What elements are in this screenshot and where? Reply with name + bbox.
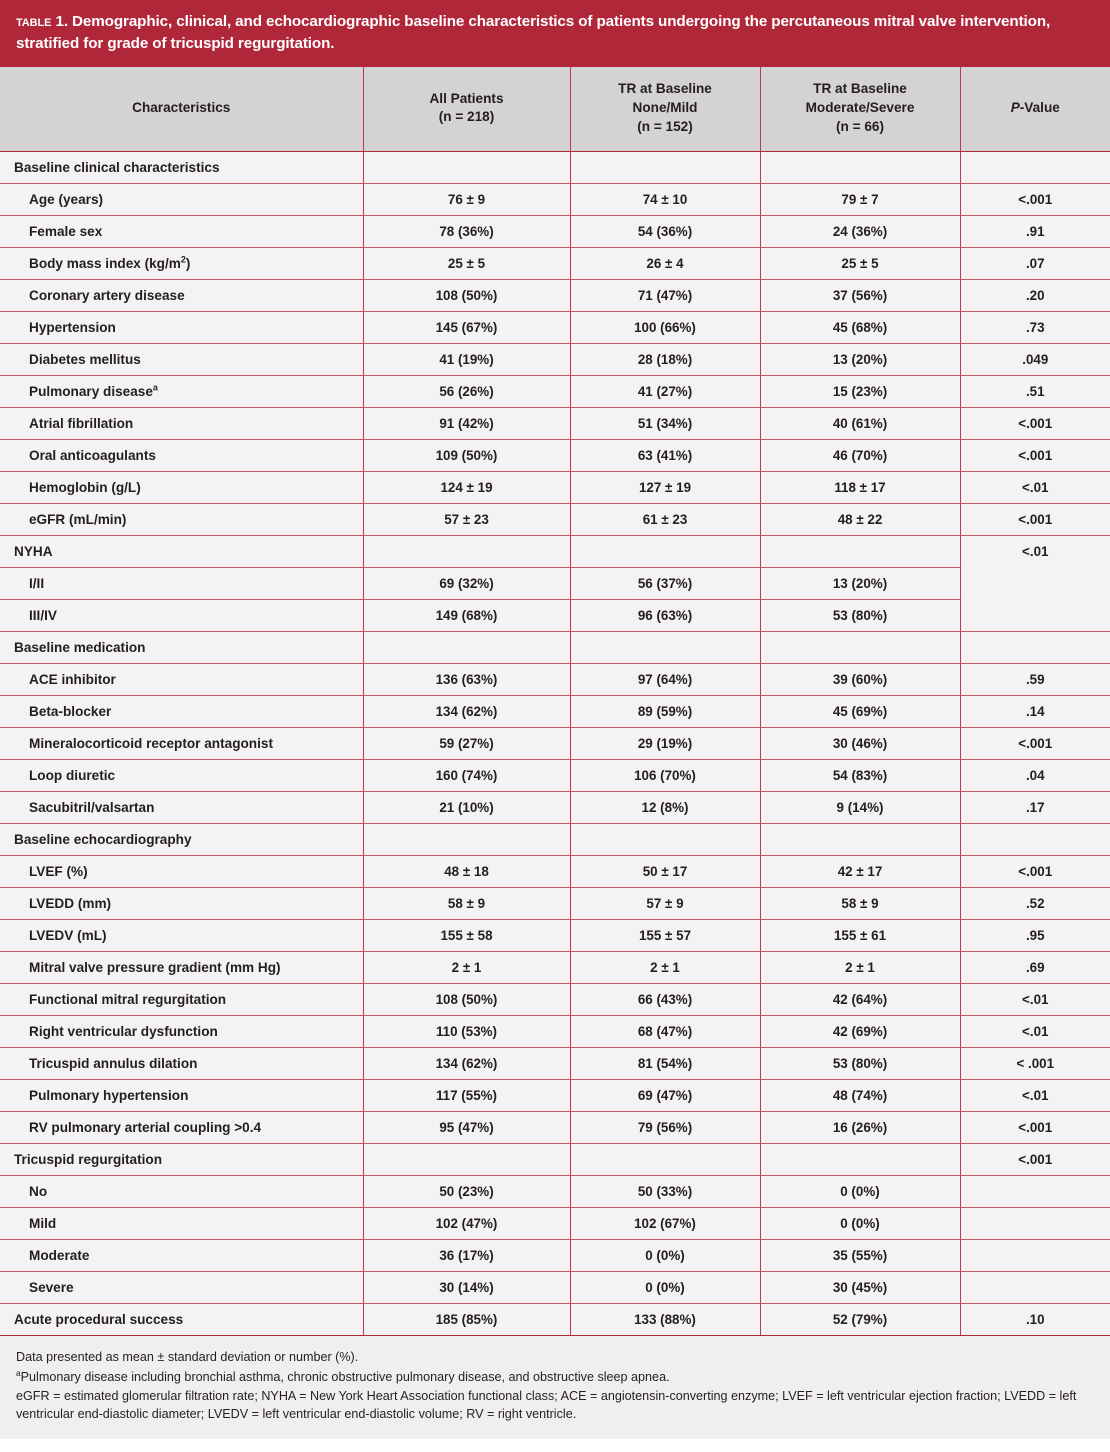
row-label: Body mass index $(kg/m^2)$ [0, 248, 363, 280]
cell-tr-moderate-severe: 24 (36%) [760, 216, 960, 248]
table-row [0, 856, 1110, 888]
cell-tr-moderate-severe: 30 (46%) [760, 728, 960, 760]
row-label: I/II [0, 568, 363, 600]
row-label: Oral anticoagulants [0, 440, 363, 472]
table-row [0, 1112, 1110, 1144]
cell-tr-none-mild: 0 (0%) [570, 1272, 760, 1304]
cell-p-value [960, 1176, 1110, 1208]
table-row [0, 312, 1110, 344]
cell-all-patients: 50 (23%) [363, 1176, 570, 1208]
cell-tr-moderate-severe: 42 (69%) [760, 1016, 960, 1048]
cell-tr-moderate-severe: 35 (55%) [760, 1240, 960, 1272]
cell-tr-none-mild: 127 ± 19 [570, 472, 760, 504]
table-row [0, 920, 1110, 952]
cell-tr-none-mild: 51 (34%) [570, 408, 760, 440]
cell-p-value: .73 [960, 312, 1110, 344]
cell-tr-moderate-severe: 46 (70%) [760, 440, 960, 472]
footnote-pulmonary-disease [16, 1368, 1094, 1386]
cell-tr-none-mild [570, 536, 760, 568]
cell-tr-moderate-severe: 42 (64%) [760, 984, 960, 1016]
table-row [0, 1176, 1110, 1208]
row-label: Sacubitril/valsartan [0, 792, 363, 824]
footnote-marker-a: a [16, 1367, 21, 1378]
cell-p-value [960, 824, 1110, 856]
cell-all-patients: 69 (32%) [363, 568, 570, 600]
cell-tr-none-mild: 50 ± 17 [570, 856, 760, 888]
row-label: Pulmonary disease$^a$ [0, 376, 363, 408]
cell-tr-none-mild [570, 1144, 760, 1176]
table-row [0, 184, 1110, 216]
cell-p-value: .91 [960, 216, 1110, 248]
row-label: Acute procedural success [0, 1304, 363, 1336]
table-row [0, 888, 1110, 920]
cell-p-value: .51 [960, 376, 1110, 408]
table-row [0, 1208, 1110, 1240]
cell-tr-moderate-severe: 58 ± 9 [760, 888, 960, 920]
table-row [0, 1144, 1110, 1176]
column-header-tr-none-mild-line1: TR at Baseline [618, 81, 712, 97]
table-row [0, 248, 1110, 280]
row-label: Atrial fibrillation [0, 408, 363, 440]
cell-all-patients: 58 ± 9 [363, 888, 570, 920]
row-label: Pulmonary hypertension [0, 1080, 363, 1112]
cell-all-patients: 110 (53%) [363, 1016, 570, 1048]
table-title-text: Demographic, clinical, and echocardiographic baseline characteristics of patients undergoing the percutaneous mitral valve intervention, stratified for grade of tricuspid regurgitation. [16, 13, 1051, 52]
cell-tr-moderate-severe: 79 ± 7 [760, 184, 960, 216]
cell-tr-moderate-severe [760, 1144, 960, 1176]
cell-tr-moderate-severe: 30 (45%) [760, 1272, 960, 1304]
cell-all-patients: 95 (47%) [363, 1112, 570, 1144]
p-value-italic-p: P [1010, 99, 1020, 115]
cell-tr-none-mild: 50 (33%) [570, 1176, 760, 1208]
table-row [0, 216, 1110, 248]
cell-all-patients [363, 536, 570, 568]
table-row [0, 568, 1110, 600]
cell-tr-moderate-severe: 52 (79%) [760, 1304, 960, 1336]
cell-tr-none-mild: 41 (27%) [570, 376, 760, 408]
row-label: RV pulmonary arterial coupling >0.4 [0, 1112, 363, 1144]
cell-p-value: <.01 [960, 472, 1110, 504]
cell-all-patients: 41 (19%) [363, 344, 570, 376]
column-header-tr-none-mild-line2: None/Mild [632, 99, 698, 115]
cell-p-value: <.001 [960, 856, 1110, 888]
cell-p-value: <.01 [960, 1080, 1110, 1112]
table-row [0, 152, 1110, 184]
row-label: NYHA [0, 536, 363, 568]
table-title-banner [0, 0, 1110, 67]
table-row [0, 664, 1110, 696]
row-label: Baseline clinical characteristics [0, 152, 363, 184]
cell-p-value: < .001 [960, 1048, 1110, 1080]
row-label: Hemoglobin (g/L) [0, 472, 363, 504]
cell-tr-moderate-severe [760, 632, 960, 664]
cell-p-value: .20 [960, 280, 1110, 312]
cell-tr-none-mild [570, 824, 760, 856]
table-row [0, 792, 1110, 824]
cell-all-patients: 102 (47%) [363, 1208, 570, 1240]
cell-p-value: .95 [960, 920, 1110, 952]
row-label: Diabetes mellitus [0, 344, 363, 376]
cell-tr-none-mild [570, 632, 760, 664]
cell-p-value: .14 [960, 696, 1110, 728]
footnote-pulmonary-disease-text: Pulmonary disease including bronchial asthma, chronic obstructive pulmonary disease, and obstructive sleep apnea. [20, 1369, 670, 1384]
cell-all-patients [363, 824, 570, 856]
row-label: Age (years) [0, 184, 363, 216]
cell-all-patients: 124 ± 19 [363, 472, 570, 504]
table-row [0, 1272, 1110, 1304]
column-header-tr-moderate-severe-line3: (n = 66) [836, 118, 884, 134]
cell-p-value: .69 [960, 952, 1110, 984]
cell-all-patients: 59 (27%) [363, 728, 570, 760]
cell-tr-moderate-severe: 45 (69%) [760, 696, 960, 728]
cell-all-patients [363, 632, 570, 664]
cell-p-value: <.01 [960, 536, 1110, 632]
cell-tr-moderate-severe: 45 (68%) [760, 312, 960, 344]
row-label: Baseline echocardiography [0, 824, 363, 856]
cell-tr-moderate-severe: 25 ± 5 [760, 248, 960, 280]
table-row [0, 696, 1110, 728]
cell-tr-none-mild: 54 (36%) [570, 216, 760, 248]
table-row [0, 472, 1110, 504]
cell-tr-moderate-severe: 42 ± 17 [760, 856, 960, 888]
cell-p-value: .52 [960, 888, 1110, 920]
row-label: Mitral valve pressure gradient (mm Hg) [0, 952, 363, 984]
cell-tr-none-mild: 57 ± 9 [570, 888, 760, 920]
table-row [0, 376, 1110, 408]
table-row [0, 1240, 1110, 1272]
table-row [0, 408, 1110, 440]
cell-p-value: .07 [960, 248, 1110, 280]
cell-tr-none-mild [570, 152, 760, 184]
table-row [0, 1304, 1110, 1336]
cell-all-patients: 149 (68%) [363, 600, 570, 632]
column-header-all-patients-line2: (n = 218) [438, 109, 495, 125]
cell-all-patients: 134 (62%) [363, 1048, 570, 1080]
cell-all-patients: 36 (17%) [363, 1240, 570, 1272]
cell-all-patients: 57 ± 23 [363, 504, 570, 536]
table-row [0, 824, 1110, 856]
row-label: Female sex [0, 216, 363, 248]
cell-all-patients: 145 (67%) [363, 312, 570, 344]
column-header-tr-none-mild-line3: (n = 152) [637, 118, 693, 134]
row-label-superscript: 2 [180, 254, 186, 265]
cell-tr-moderate-severe: 9 (14%) [760, 792, 960, 824]
cell-tr-none-mild: 0 (0%) [570, 1240, 760, 1272]
cell-tr-moderate-severe: 0 (0%) [760, 1176, 960, 1208]
table-row [0, 536, 1110, 568]
cell-tr-moderate-severe: 40 (61%) [760, 408, 960, 440]
row-label: Mineralocorticoid receptor antagonist [0, 728, 363, 760]
cell-p-value: <.001 [960, 504, 1110, 536]
cell-tr-moderate-severe: 48 ± 22 [760, 504, 960, 536]
cell-p-value: <.001 [960, 184, 1110, 216]
cell-tr-none-mild: 81 (54%) [570, 1048, 760, 1080]
p-value-label-rest: -Value [1019, 99, 1060, 115]
cell-all-patients: 76 ± 9 [363, 184, 570, 216]
cell-p-value: <.01 [960, 984, 1110, 1016]
column-header-tr-moderate-severe-line1: TR at Baseline [813, 81, 907, 97]
cell-p-value: <.001 [960, 408, 1110, 440]
table-row [0, 728, 1110, 760]
cell-all-patients: 109 (50%) [363, 440, 570, 472]
table-row [0, 440, 1110, 472]
cell-all-patients: 25 ± 5 [363, 248, 570, 280]
row-label: eGFR (mL/min) [0, 504, 363, 536]
cell-p-value: <.001 [960, 440, 1110, 472]
column-header-tr-none-mild [570, 67, 760, 152]
cell-p-value [960, 1240, 1110, 1272]
row-label: Mild [0, 1208, 363, 1240]
cell-tr-none-mild: 12 (8%) [570, 792, 760, 824]
cell-p-value: .04 [960, 760, 1110, 792]
cell-tr-moderate-severe: 48 (74%) [760, 1080, 960, 1112]
cell-tr-none-mild: 69 (47%) [570, 1080, 760, 1112]
cell-p-value [960, 152, 1110, 184]
table-row [0, 344, 1110, 376]
cell-tr-none-mild: 74 ± 10 [570, 184, 760, 216]
table-row [0, 984, 1110, 1016]
cell-all-patients: 155 ± 58 [363, 920, 570, 952]
table-footnotes [0, 1336, 1110, 1439]
table-body [0, 152, 1110, 1336]
baseline-characteristics-table [0, 67, 1110, 1336]
cell-tr-none-mild: 71 (47%) [570, 280, 760, 312]
cell-all-patients: 117 (55%) [363, 1080, 570, 1112]
cell-tr-none-mild: 79 (56%) [570, 1112, 760, 1144]
cell-tr-moderate-severe: 13 (20%) [760, 568, 960, 600]
row-label: Moderate [0, 1240, 363, 1272]
cell-p-value [960, 632, 1110, 664]
cell-tr-moderate-severe: 15 (23%) [760, 376, 960, 408]
cell-tr-none-mild: 68 (47%) [570, 1016, 760, 1048]
cell-p-value: <.001 [960, 728, 1110, 760]
cell-tr-moderate-severe: 0 (0%) [760, 1208, 960, 1240]
cell-tr-none-mild: 61 ± 23 [570, 504, 760, 536]
column-header-tr-moderate-severe-line2: Moderate/Severe [805, 99, 915, 115]
row-label: Functional mitral regurgitation [0, 984, 363, 1016]
cell-all-patients [363, 1144, 570, 1176]
cell-tr-none-mild: 96 (63%) [570, 600, 760, 632]
cell-all-patients: 30 (14%) [363, 1272, 570, 1304]
cell-p-value [960, 1208, 1110, 1240]
cell-p-value: .17 [960, 792, 1110, 824]
cell-tr-none-mild: 66 (43%) [570, 984, 760, 1016]
row-label: Tricuspid annulus dilation [0, 1048, 363, 1080]
cell-all-patients: 56 (26%) [363, 376, 570, 408]
cell-tr-moderate-severe: 118 ± 17 [760, 472, 960, 504]
column-header-tr-moderate-severe [760, 67, 960, 152]
table-row [0, 632, 1110, 664]
column-header-all-patients-line1: All Patients [429, 90, 504, 106]
cell-tr-moderate-severe: 2 ± 1 [760, 952, 960, 984]
row-label: LVEDV (mL) [0, 920, 363, 952]
cell-all-patients: 48 ± 18 [363, 856, 570, 888]
cell-tr-none-mild: 97 (64%) [570, 664, 760, 696]
cell-tr-moderate-severe: 16 (26%) [760, 1112, 960, 1144]
table-row [0, 1016, 1110, 1048]
cell-all-patients: 91 (42%) [363, 408, 570, 440]
cell-tr-moderate-severe [760, 152, 960, 184]
cell-tr-moderate-severe: 53 (80%) [760, 600, 960, 632]
column-header-characteristics: Characteristics [0, 67, 363, 152]
footnote-data-presented: Data presented as mean ± standard deviation or number (%). [16, 1350, 359, 1365]
cell-tr-none-mild: 29 (19%) [570, 728, 760, 760]
cell-p-value: .10 [960, 1304, 1110, 1336]
row-label: LVEDD (mm) [0, 888, 363, 920]
cell-all-patients: 2 ± 1 [363, 952, 570, 984]
cell-tr-moderate-severe: 37 (56%) [760, 280, 960, 312]
cell-tr-none-mild: 2 ± 1 [570, 952, 760, 984]
cell-all-patients: 160 (74%) [363, 760, 570, 792]
cell-all-patients: 21 (10%) [363, 792, 570, 824]
cell-all-patients: 78 (36%) [363, 216, 570, 248]
table-row [0, 504, 1110, 536]
cell-all-patients: 134 (62%) [363, 696, 570, 728]
row-label: III/IV [0, 600, 363, 632]
column-header-p-value [960, 67, 1110, 152]
cell-tr-moderate-severe: 54 (83%) [760, 760, 960, 792]
cell-all-patients: 108 (50%) [363, 984, 570, 1016]
table-row [0, 1080, 1110, 1112]
row-label: No [0, 1176, 363, 1208]
cell-tr-moderate-severe [760, 824, 960, 856]
cell-tr-none-mild: 102 (67%) [570, 1208, 760, 1240]
row-label: Severe [0, 1272, 363, 1304]
cell-tr-none-mild: 26 ± 4 [570, 248, 760, 280]
cell-tr-moderate-severe: 39 (60%) [760, 664, 960, 696]
cell-all-patients: 136 (63%) [363, 664, 570, 696]
row-label: Tricuspid regurgitation [0, 1144, 363, 1176]
column-header-all-patients [363, 67, 570, 152]
cell-tr-none-mild: 155 ± 57 [570, 920, 760, 952]
cell-tr-none-mild: 89 (59%) [570, 696, 760, 728]
cell-tr-moderate-severe: 155 ± 61 [760, 920, 960, 952]
cell-p-value [960, 1272, 1110, 1304]
cell-all-patients: 108 (50%) [363, 280, 570, 312]
cell-tr-moderate-severe: 13 (20%) [760, 344, 960, 376]
cell-tr-none-mild: 133 (88%) [570, 1304, 760, 1336]
footnote-abbreviations: eGFR = estimated glomerular filtration rate; NYHA = New York Heart Association functional class; ACE = angiotensin-converting enzyme; LVEF = left ventricular ejection fraction; LVEDD = left ventricular end-diastolic diameter; LVEDV = left ventricular end-diastolic volume; RV = right ventricle. [16, 1388, 1077, 1421]
table-number-label: table 1. [16, 13, 68, 30]
cell-tr-none-mild: 56 (37%) [570, 568, 760, 600]
row-label: Hypertension [0, 312, 363, 344]
cell-all-patients [363, 152, 570, 184]
cell-tr-none-mild: 63 (41%) [570, 440, 760, 472]
row-label-superscript: a [152, 382, 158, 393]
row-label: Coronary artery disease [0, 280, 363, 312]
cell-p-value: .049 [960, 344, 1110, 376]
cell-p-value: <.001 [960, 1144, 1110, 1176]
cell-all-patients: 185 (85%) [363, 1304, 570, 1336]
table-header [0, 67, 1110, 152]
table-row [0, 600, 1110, 632]
row-label: Loop diuretic [0, 760, 363, 792]
cell-tr-moderate-severe: 53 (80%) [760, 1048, 960, 1080]
cell-tr-none-mild: 28 (18%) [570, 344, 760, 376]
cell-p-value: <.01 [960, 1016, 1110, 1048]
table-row [0, 760, 1110, 792]
cell-tr-none-mild: 100 (66%) [570, 312, 760, 344]
row-label: Baseline medication [0, 632, 363, 664]
cell-p-value: .59 [960, 664, 1110, 696]
table-header-row [0, 67, 1110, 152]
row-label: Right ventricular dysfunction [0, 1016, 363, 1048]
row-label: LVEF (%) [0, 856, 363, 888]
table-row [0, 1048, 1110, 1080]
table-row [0, 280, 1110, 312]
table-row [0, 952, 1110, 984]
cell-tr-moderate-severe [760, 536, 960, 568]
table-title [16, 11, 1094, 54]
cell-tr-none-mild: 106 (70%) [570, 760, 760, 792]
cell-p-value: <.001 [960, 1112, 1110, 1144]
row-label: ACE inhibitor [0, 664, 363, 696]
row-label: Beta-blocker [0, 696, 363, 728]
